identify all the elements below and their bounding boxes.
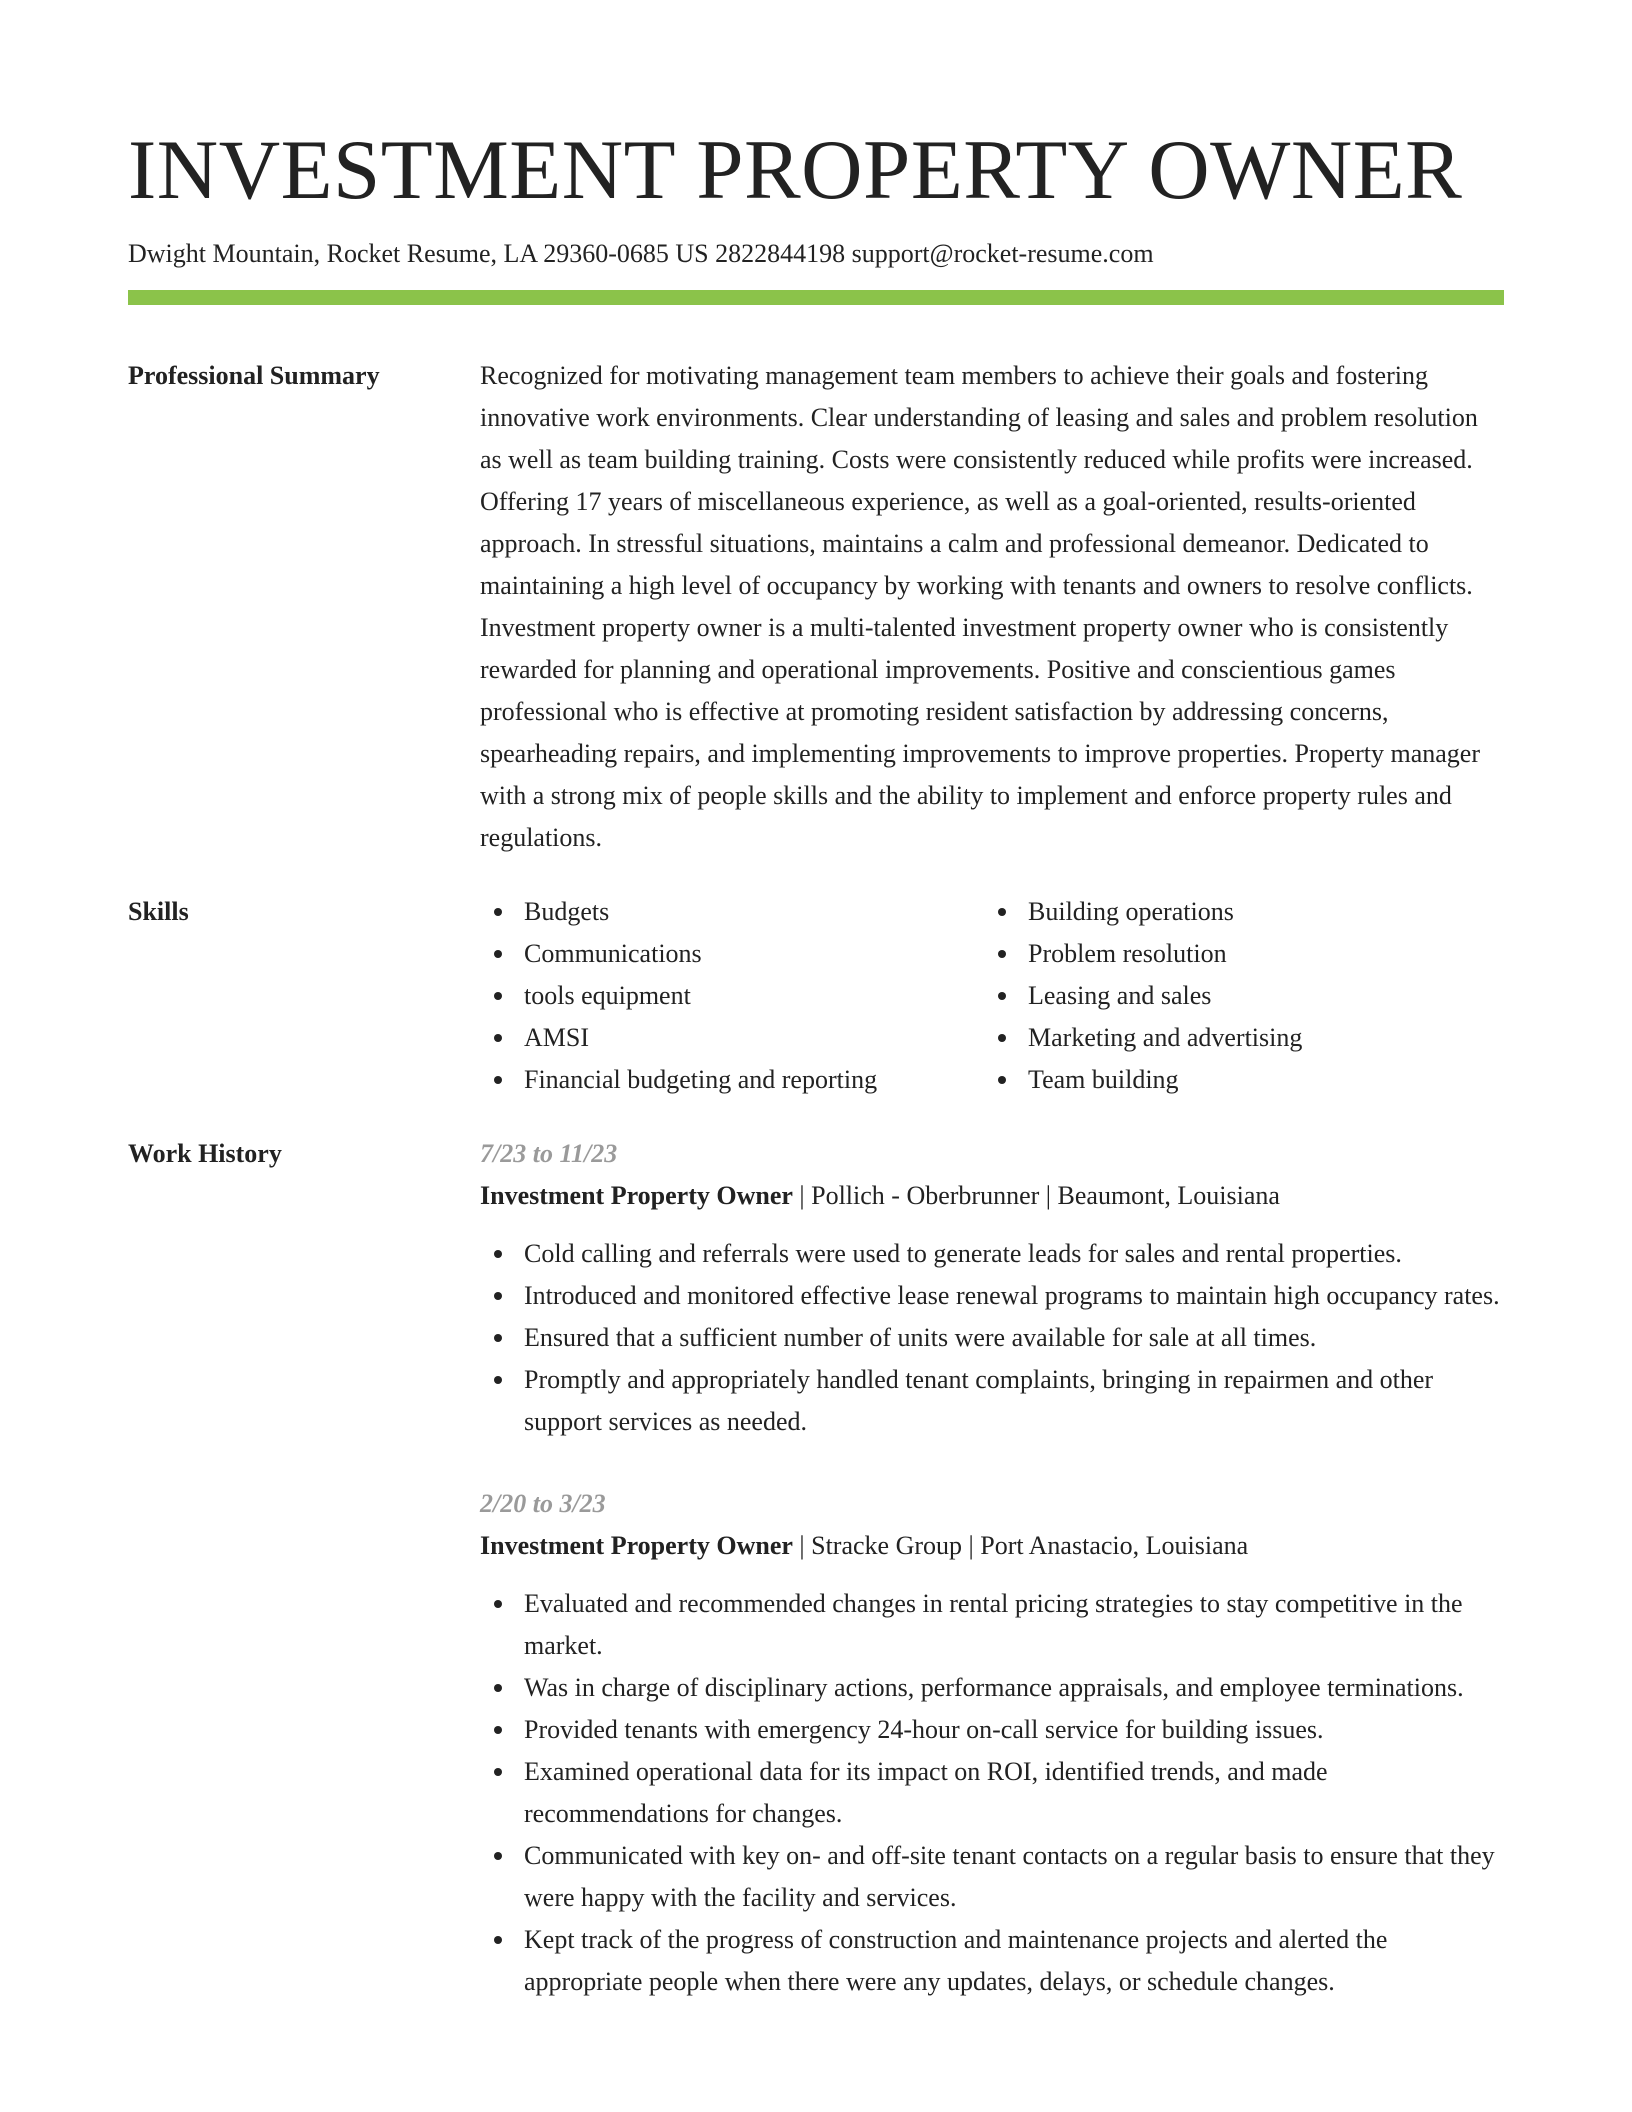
skill-item: Marketing and advertising	[984, 1017, 1488, 1059]
skill-item: AMSI	[480, 1017, 984, 1059]
job-entry	[480, 1133, 1504, 1443]
skill-item: Problem resolution	[984, 933, 1488, 975]
skill-item: Budgets	[480, 891, 984, 933]
contact-line	[128, 238, 1504, 270]
resume-title: INVESTMENT PROPERTY OWNER	[128, 123, 1463, 217]
skill-item: Communications	[480, 933, 984, 975]
skills-column-right	[984, 891, 1488, 1101]
job-bullet: Examined operational data for its impact on ROI, identified trends, and made recommendations for changes.	[480, 1751, 1504, 1835]
contact-address: Dwight Mountain, Rocket Resume, LA 29360-0685 US	[128, 239, 709, 268]
job-bullet: Promptly and appropriately handled tenant complaints, bringing in repairmen and other support services as needed.	[480, 1359, 1504, 1443]
job-dates: 7/23 to 11/23	[480, 1139, 618, 1168]
job-separator: |	[1039, 1181, 1058, 1210]
job-entry	[480, 1483, 1504, 2003]
job-bullet: Provided tenants with emergency 24-hour on-call service for building issues.	[480, 1709, 1504, 1751]
work-history-list	[480, 1133, 1504, 2003]
job-bullet: Ensured that a sufficient number of units were available for sale at all times.	[480, 1317, 1504, 1359]
skills-grid	[480, 891, 1504, 1101]
resume-header	[128, 118, 1504, 305]
job-bullet: Was in charge of disciplinary actions, performance appraisals, and employee terminations.	[480, 1667, 1504, 1709]
job-bullet-list	[480, 1233, 1504, 1443]
job-heading	[480, 1525, 1504, 1567]
work-history-section	[128, 1133, 1504, 2003]
skill-item: Leasing and sales	[984, 975, 1488, 1017]
job-bullet: Kept track of the progress of construction and maintenance projects and alerted the appropriate people when there were any updates, delays, or schedule changes.	[480, 1919, 1504, 2003]
summary-text: Recognized for motivating management team members to achieve their goals and fostering innovative work environments. Clear understanding of leasing and sales and problem resolution as well as team building training. Costs were consistently reduced while profits were increased. Offering 17 years of miscellaneous experience, as well as a goal-oriented, results-oriented approach. In stressful situations, maintains a calm and professional demeanor. Dedicated to maintaining a high level of occupancy by working with tenants and owners to resolve conflicts. Investment property owner is a multi-talented investment property owner who is consistently rewarded for planning and operational improvements. Positive and conscientious games professional who is effective at promoting resident satisfaction by addressing concerns, spearheading repairs, and implementing improvements to improve properties. Property manager with a strong mix of people skills and the ability to implement and enforce property rules and regulations.	[480, 361, 1480, 852]
job-company: Stracke Group	[811, 1531, 963, 1560]
summary-section	[128, 355, 1504, 859]
skill-item: Financial budgeting and reporting	[480, 1059, 984, 1101]
job-separator: |	[792, 1531, 812, 1560]
accent-divider	[128, 290, 1504, 305]
job-bullet: Introduced and monitored effective lease renewal programs to maintain high occupancy rates.	[480, 1275, 1504, 1317]
skills-section	[128, 891, 1504, 1101]
job-separator: |	[792, 1181, 812, 1210]
job-bullet: Communicated with key on- and off-site tenant contacts on a regular basis to ensure that they were happy with the facility and services.	[480, 1835, 1504, 1919]
job-location: Port Anastacio, Louisiana	[980, 1531, 1249, 1560]
skills-heading: Skills	[128, 897, 189, 926]
job-bullet: Evaluated and recommended changes in rental pricing strategies to stay competitive in the market.	[480, 1583, 1504, 1667]
job-location: Beaumont, Louisiana	[1057, 1181, 1280, 1210]
job-company: Pollich - Oberbrunner	[811, 1181, 1040, 1210]
skills-column-left	[480, 891, 984, 1101]
job-heading	[480, 1175, 1504, 1217]
job-title: Investment Property Owner	[480, 1531, 793, 1560]
summary-heading: Professional Summary	[128, 361, 380, 390]
contact-email[interactable]: support@rocket-resume.com	[851, 239, 1154, 268]
contact-phone[interactable]: 2822844198	[715, 239, 846, 268]
job-dates: 2/20 to 3/23	[480, 1489, 606, 1518]
skill-item: tools equipment	[480, 975, 984, 1017]
job-title: Investment Property Owner	[480, 1181, 793, 1210]
skill-item: Team building	[984, 1059, 1488, 1101]
job-separator: |	[962, 1531, 981, 1560]
skill-item: Building operations	[984, 891, 1488, 933]
work-history-heading: Work History	[128, 1139, 282, 1168]
job-bullet-list	[480, 1583, 1504, 2003]
job-bullet: Cold calling and referrals were used to generate leads for sales and rental properties.	[480, 1233, 1504, 1275]
